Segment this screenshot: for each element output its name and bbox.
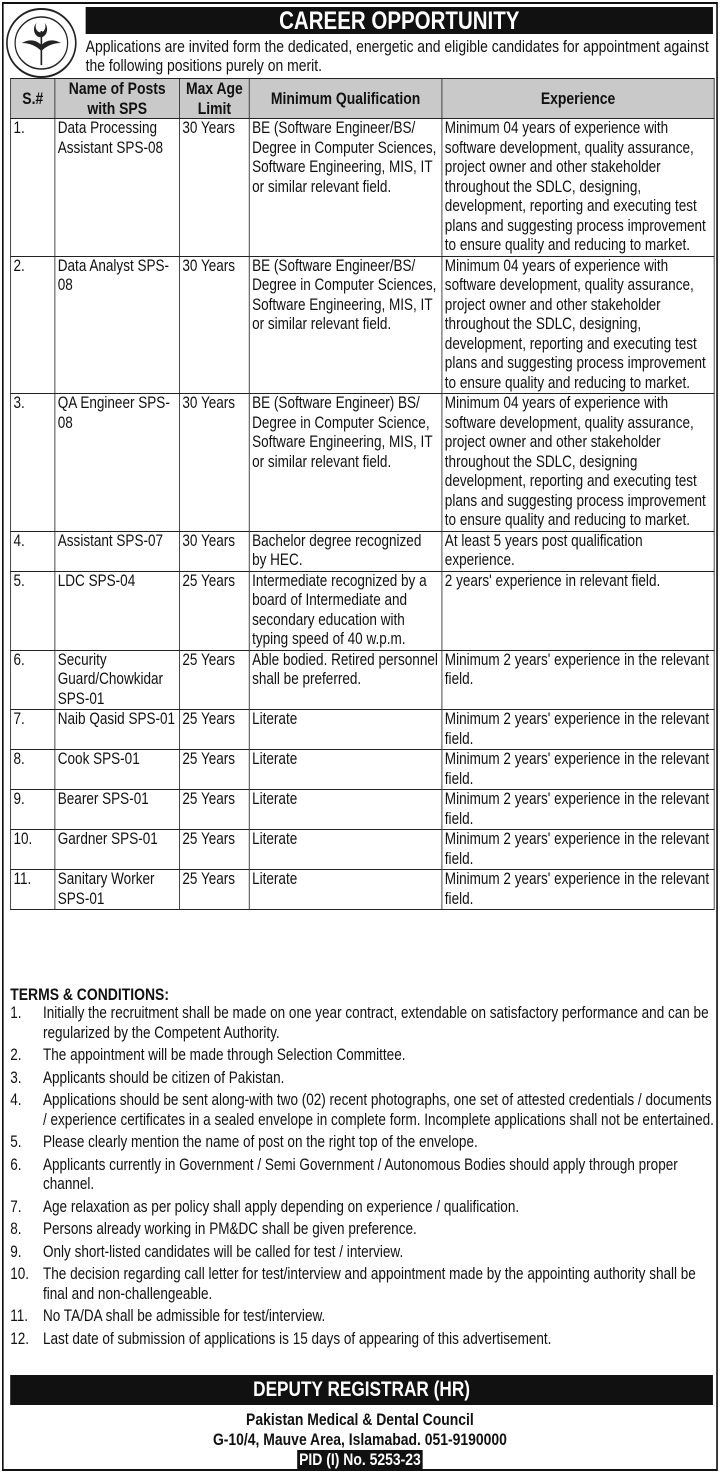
post-name-cell: LDC SPS-04 xyxy=(55,571,180,650)
term-text: Last date of submission of applications is 15 days of appearing of this advertisement. xyxy=(43,1329,552,1348)
table-row xyxy=(11,571,715,650)
council-logo xyxy=(5,7,77,79)
post-name-cell: Gardner SPS-01 xyxy=(55,830,180,870)
post-name-cell: Assistant SPS-07 xyxy=(55,531,180,571)
term-item xyxy=(10,1046,718,1066)
pid-number: PID (I) No. 5253-23 xyxy=(299,1450,421,1469)
term-item xyxy=(10,1198,718,1218)
experience-cell: Minimum 2 years' experience in the relevant field. xyxy=(442,750,714,790)
column-header: Minimum Qualification xyxy=(249,79,442,119)
term-number: 1. xyxy=(10,1004,22,1022)
positions-table xyxy=(10,78,714,910)
experience-cell: Minimum 04 years of experience with software development, quality assurance, project owner and other stakeholder throughout the SDLC, designing, development, reporting and executing test plans and suggesting process improvement to ensure quality and reducing to market. xyxy=(442,256,714,394)
term-text: Persons already working in PM&DC shall be given preference. xyxy=(43,1220,417,1238)
qualification-cell: BE (Software Engineer/BS/ Degree in Computer Sciences, Software Engineering, MIS, IT or similar relevant field. xyxy=(249,119,442,257)
address: G-10/4, Mauve Area, Islamabad. 051-9190000 xyxy=(212,1430,507,1449)
term-text: Age relaxation as per policy shall apply depending on experience / qualification. xyxy=(43,1197,520,1216)
term-number: 7. xyxy=(10,1197,22,1216)
term-item xyxy=(10,1156,718,1195)
term-item xyxy=(10,1265,718,1304)
experience-cell: Minimum 04 years of experience with software development, quality assurance, project owner and other stakeholder throughout the SDLC, designing, development, reporting and executing test plans and suggesting process improvement to ensure quality and reducing to market. xyxy=(442,119,714,257)
term-text: Applicants should be citizen of Pakistan. xyxy=(43,1068,285,1087)
table-row xyxy=(11,830,715,870)
qualification-cell: BE (Software Engineer/BS/ Degree in Computer Sciences, Software Engineering, MIS, IT or similar relevant field. xyxy=(249,256,442,394)
term-text: No TA/DA shall be admissible for test/interview. xyxy=(43,1307,326,1325)
term-number: 5. xyxy=(10,1133,22,1151)
age-limit-cell: 25 Years xyxy=(180,571,250,650)
term-number: 2. xyxy=(10,1046,22,1064)
experience-cell: Minimum 2 years' experience in the relevant field. xyxy=(442,710,714,750)
qualification-cell: Literate xyxy=(249,830,442,870)
experience-cell: Minimum 2 years' experience in the relevant field. xyxy=(442,650,714,710)
designation: DEPUTY REGISTRAR (HR) xyxy=(10,1375,713,1405)
contact-block xyxy=(4,1410,717,1470)
post-name-cell: QA Engineer SPS-08 xyxy=(55,394,180,532)
qualification-cell: Literate xyxy=(249,750,442,790)
table-row xyxy=(11,531,715,571)
age-limit-cell: 30 Years xyxy=(180,394,250,532)
serial-cell: 7. xyxy=(11,710,55,750)
age-limit-cell: 25 Years xyxy=(180,870,250,910)
term-item xyxy=(10,1243,718,1263)
table-row xyxy=(11,710,715,750)
age-limit-cell: 25 Years xyxy=(180,650,250,710)
term-item xyxy=(10,1133,718,1153)
experience-cell: Minimum 04 years of experience with software development, quality assurance, project owner and other stakeholder throughout the SDLC, designing development, reporting and executing test plans and suggesting process improvement to ensure quality and reducing to market. xyxy=(442,394,714,532)
experience-cell: At least 5 years post qualification experience. xyxy=(442,531,714,571)
term-number: 10. xyxy=(10,1265,30,1283)
age-limit-cell: 25 Years xyxy=(180,830,250,870)
term-number: 3. xyxy=(10,1068,22,1087)
age-limit-cell: 25 Years xyxy=(180,790,250,830)
term-item xyxy=(10,1091,718,1130)
qualification-cell: BE (Software Engineer) BS/ Degree in Computer Science, Software Engineering, MIS, IT or similar relevant field. xyxy=(249,394,442,532)
term-text: Initially the recruitment shall be made on one year contract, extendable on satisfactory performance and can be regularized by the Competent Authority. xyxy=(43,1004,709,1042)
column-header: Experience xyxy=(442,79,714,119)
serial-cell: 8. xyxy=(11,750,55,790)
table-row xyxy=(11,119,715,257)
serial-cell: 1. xyxy=(11,119,55,257)
serial-cell: 10. xyxy=(11,830,55,870)
advertisement xyxy=(2,2,718,1471)
term-item xyxy=(10,1307,718,1327)
qualification-cell: Literate xyxy=(249,870,442,910)
serial-cell: 5. xyxy=(11,571,55,650)
term-number: 11. xyxy=(10,1307,29,1325)
table-row xyxy=(11,650,715,710)
experience-cell: 2 years' experience in relevant field. xyxy=(442,571,714,650)
post-name-cell: Cook SPS-01 xyxy=(55,750,180,790)
serial-cell: 9. xyxy=(11,790,55,830)
experience-cell: Minimum 2 years' experience in the relevant field. xyxy=(442,870,714,910)
post-name-cell: Naib Qasid SPS-01 xyxy=(55,710,180,750)
term-number: 6. xyxy=(10,1155,22,1174)
age-limit-cell: 25 Years xyxy=(180,750,250,790)
page-title: CAREER OPPORTUNITY xyxy=(86,7,713,34)
term-number: 12. xyxy=(10,1329,30,1348)
qualification-cell: Bachelor degree recognized by HEC. xyxy=(249,531,442,571)
age-limit-cell: 30 Years xyxy=(180,119,250,257)
serial-cell: 6. xyxy=(11,650,55,710)
table-row xyxy=(11,256,715,394)
age-limit-cell: 25 Years xyxy=(180,710,250,750)
table-row xyxy=(11,394,715,532)
term-text: Only short-listed candidates will be called for test / interview. xyxy=(43,1242,404,1261)
terms-section xyxy=(10,985,718,1352)
experience-cell: Minimum 2 years' experience in the relevant field. xyxy=(442,830,714,870)
term-number: 9. xyxy=(10,1242,22,1261)
post-name-cell: Data Processing Assistant SPS-08 xyxy=(55,119,180,257)
term-number: 8. xyxy=(10,1220,22,1238)
column-header: Name of Posts with SPS xyxy=(55,79,180,119)
term-text: The appointment will be made through Selection Committee. xyxy=(43,1046,406,1064)
term-text: The decision regarding call letter for test/interview and appointment made by the appointing authority shall be final and non-challengeable. xyxy=(43,1265,696,1303)
qualification-cell: Literate xyxy=(249,790,442,830)
term-item xyxy=(10,1220,718,1240)
term-item xyxy=(10,1330,718,1350)
serial-cell: 3. xyxy=(11,394,55,532)
qualification-cell: Able bodied. Retired personnel shall be preferred. xyxy=(249,650,442,710)
age-limit-cell: 30 Years xyxy=(180,256,250,394)
experience-cell: Minimum 2 years' experience in the relevant field. xyxy=(442,790,714,830)
terms-heading: TERMS & CONDITIONS: xyxy=(10,985,169,1004)
term-item xyxy=(10,1004,718,1043)
qualification-cell: Literate xyxy=(249,710,442,750)
intro-text: Applications are invited form the dedicated, energetic and eligible candidates for appointment against the following positions purely on merit. xyxy=(85,37,709,75)
qualification-cell: Intermediate recognized by a board of Intermediate and secondary education with typing speed of 40 w.p.m. xyxy=(249,571,442,650)
term-number: 4. xyxy=(10,1091,22,1109)
term-text: Applicants currently in Government / Semi Government / Autonomous Bodies should apply through proper channel. xyxy=(43,1155,678,1193)
post-name-cell: Sanitary Worker SPS-01 xyxy=(55,870,180,910)
post-name-cell: Security Guard/Chowkidar SPS-01 xyxy=(55,650,180,710)
post-name-cell: Bearer SPS-01 xyxy=(55,790,180,830)
organization: Pakistan Medical & Dental Council xyxy=(246,1410,474,1429)
table-row xyxy=(11,790,715,830)
column-header: Max Age Limit xyxy=(180,79,250,119)
column-header: S.# xyxy=(11,79,55,119)
term-text: Please clearly mention the name of post on the right top of the envelope. xyxy=(43,1133,478,1151)
term-item xyxy=(10,1069,718,1089)
serial-cell: 2. xyxy=(11,256,55,394)
post-name-cell: Data Analyst SPS-08 xyxy=(55,256,180,394)
age-limit-cell: 30 Years xyxy=(180,531,250,571)
serial-cell: 4. xyxy=(11,531,55,571)
term-text: Applications should be sent along-with two (02) recent photographs, one set of attested credentials / documents / experience certificates in a sealed envelope in complete form. Incomplete applications shall not be entertained. xyxy=(43,1091,714,1129)
table-row xyxy=(11,750,715,790)
serial-cell: 11. xyxy=(11,870,55,910)
table-row xyxy=(11,870,715,910)
